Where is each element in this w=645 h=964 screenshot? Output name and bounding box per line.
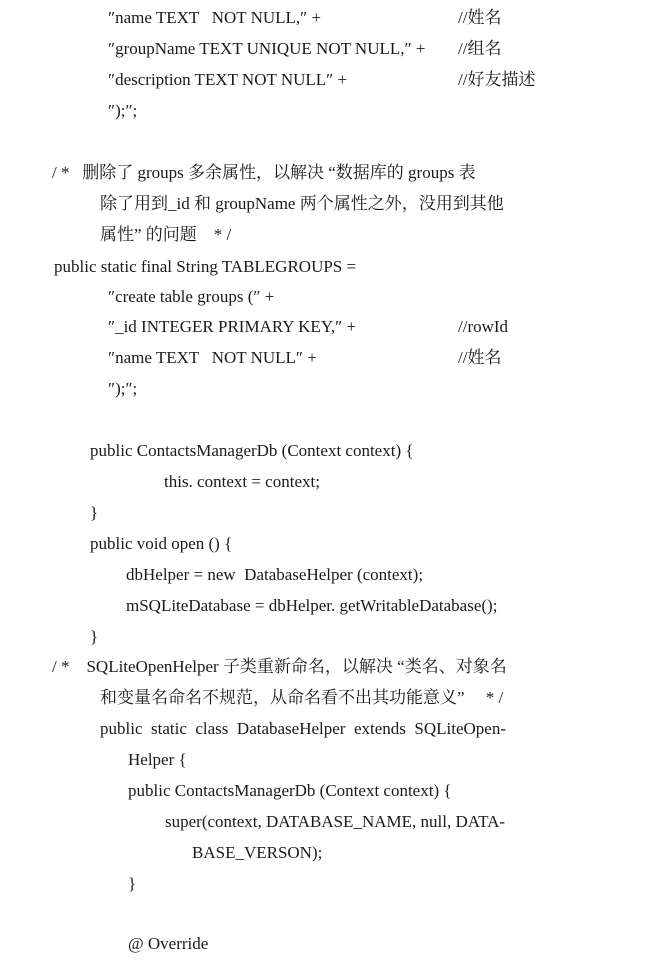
- code-line: public ContactsManagerDb (Context context) {: [90, 441, 414, 460]
- comment-block-line: 除了用到_id 和 groupName 两个属性之外，没用到其他: [100, 194, 504, 213]
- code-comment: //姓名: [458, 348, 502, 367]
- code-line: BASE_VERSON);: [192, 843, 323, 862]
- code-line: ″description TEXT NOT NULL″ +: [108, 70, 348, 89]
- code-line: ″groupName TEXT UNIQUE NOT NULL,″ +: [108, 39, 426, 58]
- code-comment: //组名: [458, 39, 502, 58]
- code-line: ″);″;: [108, 379, 138, 398]
- code-line: super(context, DATABASE_NAME, null, DATA-: [165, 812, 506, 831]
- comment-block-line: / * SQLiteOpenHelper 子类重新命名，以解决 “类名、对象名: [52, 657, 507, 676]
- code-line: Helper {: [128, 750, 187, 769]
- code-comment: //姓名: [458, 8, 502, 27]
- code-line: this. context = context;: [164, 472, 320, 491]
- code-comment: //rowId: [458, 317, 509, 336]
- code-line: dbHelper = new DatabaseHelper (context);: [126, 565, 424, 584]
- comment-block-line: 和变量名命名不规范，从命名看不出其功能意义” * /: [100, 688, 504, 707]
- code-line: public void open () {: [90, 534, 233, 553]
- code-line: }: [90, 503, 99, 522]
- comment-block-line: 属性” 的问题 * /: [100, 225, 232, 244]
- code-line: }: [90, 627, 99, 646]
- code-line: @ Override: [128, 934, 209, 953]
- code-line: }: [128, 874, 137, 893]
- comment-block-line: / * 删除了 groups 多余属性，以解决 “数据库的 groups 表: [52, 163, 476, 182]
- code-comment: //好友描述: [458, 70, 536, 89]
- code-line: ″name TEXT NOT NULL,″ +: [108, 8, 322, 27]
- code-line: ″name TEXT NOT NULL″ +: [108, 348, 317, 367]
- code-line: mSQLiteDatabase = dbHelper. getWritableDatabase();: [126, 596, 498, 615]
- code-line: public ContactsManagerDb (Context context) {: [128, 781, 452, 800]
- code-line: ″_id INTEGER PRIMARY KEY,″ +: [108, 317, 357, 336]
- code-line: public static final String TABLEGROUPS =: [54, 257, 357, 276]
- code-line: public static class DatabaseHelper extends SQLiteOpen-: [100, 719, 506, 738]
- code-line: ″create table groups (″ +: [108, 287, 275, 306]
- code-line: ″);″;: [108, 101, 138, 120]
